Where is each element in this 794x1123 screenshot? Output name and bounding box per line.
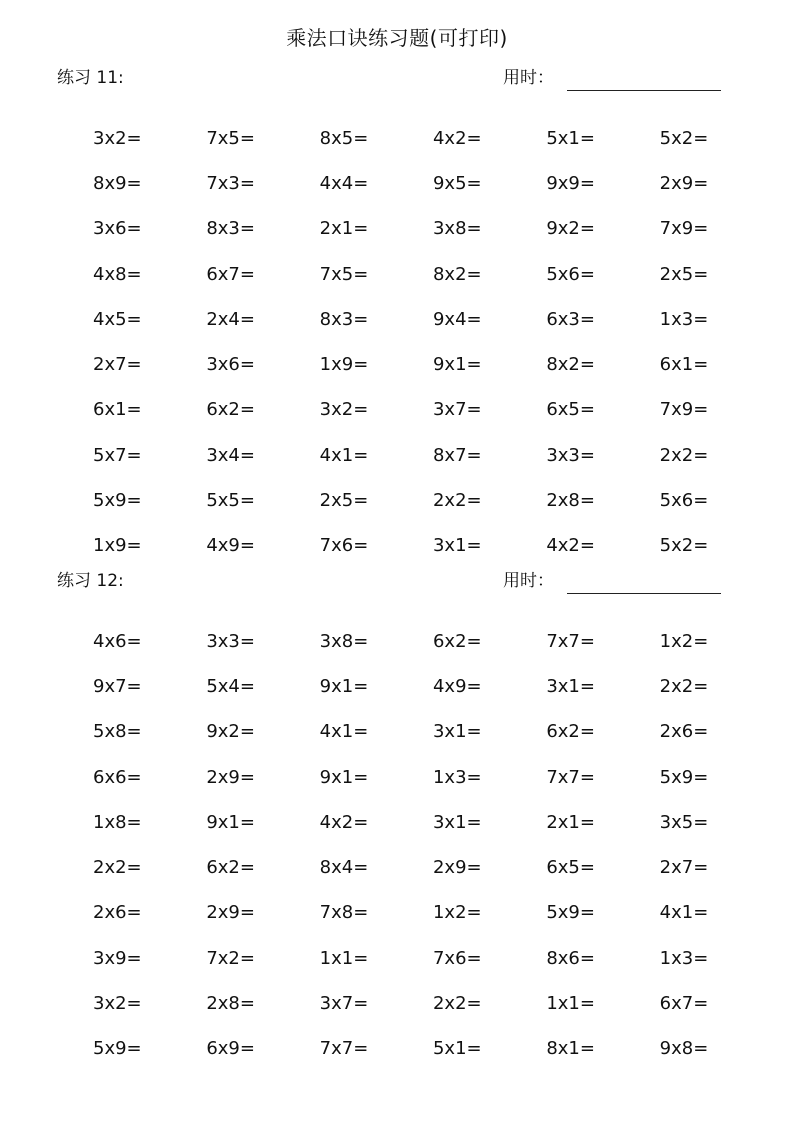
problem: 2x2=: [432, 490, 482, 512]
problem: 6x1=: [93, 399, 142, 421]
problem: 1x9=: [93, 535, 142, 557]
section-header: [0, 64, 794, 94]
problem-row: [93, 524, 773, 569]
problem: 5x9=: [659, 766, 709, 788]
problem: 1x3=: [659, 947, 709, 969]
problem: 5x4=: [206, 675, 255, 697]
problem: 2x9=: [206, 902, 255, 924]
problem: 6x7=: [659, 993, 709, 1015]
problem-row: [93, 388, 773, 433]
problem: 6x2=: [206, 857, 255, 879]
time-label: 用时：: [503, 571, 554, 591]
problem: 8x7=: [432, 444, 482, 466]
problem: 5x1=: [432, 1038, 482, 1060]
problem: 2x9=: [432, 857, 482, 879]
problem: 4x1=: [659, 902, 709, 924]
problem: 5x9=: [546, 902, 595, 924]
problem: 9x9=: [546, 172, 595, 194]
problem: 7x2=: [206, 947, 255, 969]
problem: 1x3=: [432, 766, 482, 788]
problem: 2x2=: [659, 675, 709, 697]
problem: 9x1=: [432, 354, 482, 376]
problem: 3x8=: [432, 218, 482, 240]
problem: 9x5=: [432, 172, 482, 194]
problem: 7x6=: [432, 947, 482, 969]
problem: 9x2=: [546, 218, 595, 240]
problem: 1x9=: [319, 354, 369, 376]
problem: 2x2=: [432, 993, 482, 1015]
problem: 7x5=: [206, 127, 255, 149]
problem: 7x7=: [546, 766, 595, 788]
problem: 3x3=: [546, 444, 595, 466]
problem-row: [93, 891, 773, 936]
problem: 3x4=: [206, 444, 255, 466]
problem: 5x5=: [206, 490, 255, 512]
problem: 2x9=: [659, 172, 709, 194]
problem: 5x7=: [93, 444, 142, 466]
problem: 6x2=: [432, 630, 482, 652]
problem-row: [93, 433, 773, 478]
problem: 9x8=: [659, 1038, 709, 1060]
problem-row: [93, 161, 773, 206]
problem: 3x7=: [319, 993, 369, 1015]
problem: 7x3=: [206, 172, 255, 194]
problem: 2x5=: [659, 263, 709, 285]
problem: 3x2=: [319, 399, 369, 421]
problem: 8x5=: [319, 127, 369, 149]
problem: 4x8=: [93, 263, 142, 285]
problem: 3x6=: [206, 354, 255, 376]
problem: 8x3=: [206, 218, 255, 240]
problem-row: [93, 478, 773, 523]
problem: 1x2=: [432, 902, 482, 924]
problem: 2x2=: [659, 444, 709, 466]
problem: 3x7=: [432, 399, 482, 421]
problem-row: [93, 936, 773, 981]
problem: 3x1=: [432, 811, 482, 833]
time-answer-line: [567, 593, 721, 594]
problem: 9x1=: [319, 766, 369, 788]
problem: 6x9=: [206, 1038, 255, 1060]
problem: 2x4=: [206, 308, 255, 330]
problem-row: [93, 116, 773, 161]
problem: 2x1=: [546, 811, 595, 833]
problem: 4x1=: [319, 444, 369, 466]
problem: 7x7=: [319, 1038, 369, 1060]
problem-grid: [93, 116, 773, 569]
problem: 4x4=: [319, 172, 369, 194]
problem: 4x2=: [432, 127, 482, 149]
problem: 6x1=: [659, 354, 709, 376]
problem-row: [93, 252, 773, 297]
problem-row: [93, 755, 773, 800]
problem: 7x7=: [546, 630, 595, 652]
problem: 4x1=: [319, 721, 369, 743]
problem: 1x8=: [93, 811, 142, 833]
problem: 7x9=: [659, 218, 709, 240]
problem: 2x5=: [319, 490, 369, 512]
problem-row: [93, 981, 773, 1026]
problem: 3x8=: [319, 630, 369, 652]
problem-row: [93, 619, 773, 664]
problem-row: [93, 297, 773, 342]
problem: 6x5=: [546, 399, 595, 421]
problem-row: [93, 845, 773, 890]
problem: 5x2=: [659, 127, 709, 149]
time-label: 用时：: [503, 68, 554, 88]
problem: 4x2=: [546, 535, 595, 557]
problem: 8x3=: [319, 308, 369, 330]
problem: 3x2=: [93, 127, 142, 149]
problem: 2x7=: [659, 857, 709, 879]
problem: 2x2=: [93, 857, 142, 879]
problem: 3x1=: [432, 721, 482, 743]
problem: 6x2=: [206, 399, 255, 421]
problem: 2x6=: [659, 721, 709, 743]
problem-row: [93, 207, 773, 252]
section-label: 练习 12:: [57, 571, 124, 591]
exercise-section-12: [0, 567, 794, 1060]
exercise-section-11: [0, 64, 794, 557]
problem: 1x3=: [659, 308, 709, 330]
problem: 8x4=: [319, 857, 369, 879]
problem-grid: [93, 619, 773, 1072]
problem: 1x2=: [659, 630, 709, 652]
problem: 6x7=: [206, 263, 255, 285]
problem: 6x2=: [546, 721, 595, 743]
problem: 9x2=: [206, 721, 255, 743]
problem: 3x1=: [546, 675, 595, 697]
problem: 2x8=: [206, 993, 255, 1015]
problem: 9x1=: [206, 811, 255, 833]
section-header: [0, 567, 794, 597]
problem: 1x1=: [546, 993, 595, 1015]
problem-row: [93, 1027, 773, 1072]
problem: 3x6=: [93, 218, 142, 240]
problem: 4x6=: [93, 630, 142, 652]
problem: 5x9=: [93, 490, 142, 512]
problem: 2x1=: [319, 218, 369, 240]
problem: 3x1=: [432, 535, 482, 557]
problem: 5x2=: [659, 535, 709, 557]
section-label: 练习 11:: [57, 68, 124, 88]
problem: 1x1=: [319, 947, 369, 969]
problem: 2x6=: [93, 902, 142, 924]
problem: 7x8=: [319, 902, 369, 924]
problem: 3x5=: [659, 811, 709, 833]
problem: 4x9=: [432, 675, 482, 697]
problem: 5x9=: [93, 1038, 142, 1060]
problem: 2x8=: [546, 490, 595, 512]
time-answer-line: [567, 90, 721, 91]
problem: 6x3=: [546, 308, 595, 330]
problem: 9x1=: [319, 675, 369, 697]
problem: 6x6=: [93, 766, 142, 788]
problem: 8x2=: [432, 263, 482, 285]
problem: 7x6=: [319, 535, 369, 557]
problem: 8x2=: [546, 354, 595, 376]
problem: 7x5=: [319, 263, 369, 285]
problem: 2x7=: [93, 354, 142, 376]
problem: 3x2=: [93, 993, 142, 1015]
problem: 6x5=: [546, 857, 595, 879]
problem: 4x2=: [319, 811, 369, 833]
problem-row: [93, 342, 773, 387]
problem-row: [93, 710, 773, 755]
problem: 3x3=: [206, 630, 255, 652]
problem: 5x8=: [93, 721, 142, 743]
problem-row: [93, 664, 773, 709]
problem: 2x9=: [206, 766, 255, 788]
problem: 3x9=: [93, 947, 142, 969]
problem: 4x5=: [93, 308, 142, 330]
problem-row: [93, 800, 773, 845]
problem: 8x6=: [546, 947, 595, 969]
problem: 8x1=: [546, 1038, 595, 1060]
problem: 9x4=: [432, 308, 482, 330]
problem: 5x6=: [546, 263, 595, 285]
problem: 9x7=: [93, 675, 142, 697]
problem: 5x1=: [546, 127, 595, 149]
page-title: 乘法口诀练习题(可打印): [286, 26, 508, 50]
problem: 7x9=: [659, 399, 709, 421]
problem: 8x9=: [93, 172, 142, 194]
problem: 4x9=: [206, 535, 255, 557]
problem: 5x6=: [659, 490, 709, 512]
